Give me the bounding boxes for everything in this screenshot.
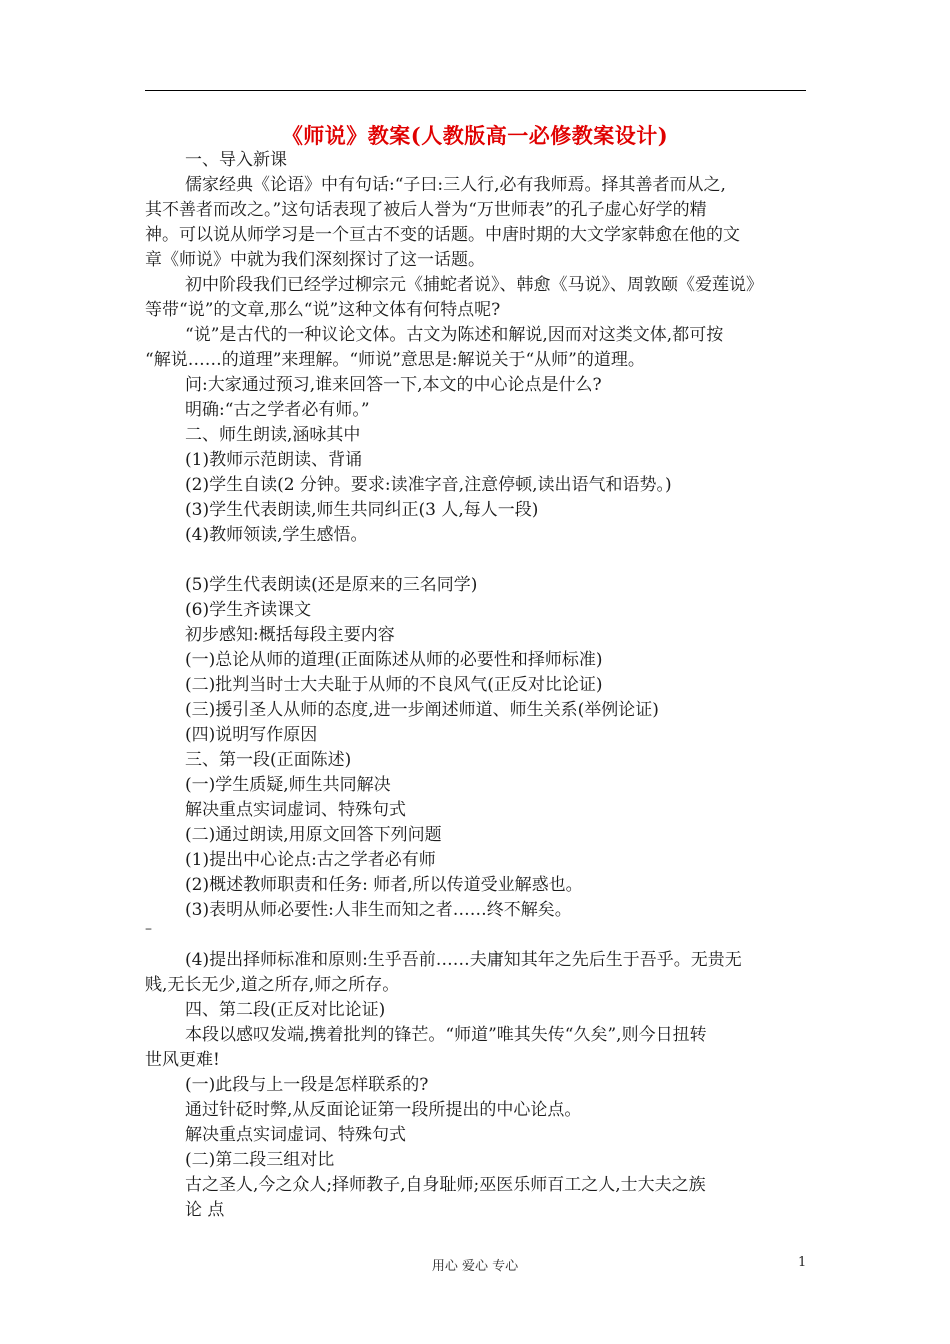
paragraph-line: 世风更难! — [145, 1050, 220, 1070]
blank-line — [145, 548, 808, 573]
list-item: (一)学生质疑,师生共同解决 — [185, 775, 391, 795]
paragraph-line: 古之圣人,今之众人;择师教子,自身耻师;巫医乐师百工之人,士大夫之族 — [185, 1175, 706, 1195]
page-number: 1 — [798, 1255, 807, 1270]
list-item: (四)说明写作原因 — [185, 725, 318, 745]
list-item: (4)提出择师标准和原则:生乎吾前……夫庸知其年之先后生于吾乎。无贵无 — [185, 950, 742, 970]
paragraph-line: “说”是古代的一种议论文体。古文为陈述和解说,因而对这类文体,都可按 — [185, 325, 724, 345]
blank-line — [145, 923, 808, 948]
list-item: (一)总论从师的道理(正面陈述从师的必要性和择师标准) — [185, 650, 603, 670]
list-item: (2)概述教师职责和任务: 师者,所以传道受业解惑也。 — [185, 875, 583, 895]
paragraph-line: 初步感知:概括每段主要内容 — [185, 625, 395, 645]
paragraph-line: 论 点 — [185, 1200, 225, 1220]
document-body — [145, 148, 808, 1223]
section-heading: 三、第一段(正面陈述) — [185, 750, 352, 770]
footer-motto: 用心 爱心 专心 — [431, 1259, 519, 1274]
section-heading: 一、导入新课 — [185, 150, 287, 170]
stray-dash: – — [145, 921, 152, 937]
paragraph-line: 其不善者而改之。”这句话表现了被后人誉为“万世师表”的孔子虚心好学的精 — [145, 200, 707, 220]
list-item: (一)此段与上一段是怎样联系的? — [185, 1075, 429, 1095]
list-item: (2)学生自读(2 分钟。要求:读准字音,注意停顿,读出语气和语势。) — [185, 475, 672, 495]
list-item: (1)提出中心论点:古之学者必有师 — [185, 850, 436, 870]
paragraph-line: 神。可以说从师学习是一个亘古不变的话题。中唐时期的大文学家韩愈在他的文 — [145, 225, 740, 245]
paragraph-line: 明确:“古之学者必有师。” — [185, 400, 370, 420]
list-item: (3)表明从师必要性:人非生而知之者……终不解矣。 — [185, 900, 572, 920]
list-item: (6)学生齐读课文 — [185, 600, 312, 620]
list-item: (1)教师示范朗读、背诵 — [185, 450, 363, 470]
section-heading: 二、师生朗读,涵咏其中 — [185, 425, 361, 445]
list-item: (5)学生代表朗读(还是原来的三名同学) — [185, 575, 478, 595]
header-rule — [145, 90, 806, 91]
list-item: (3)学生代表朗读,师生共同纠正(3 人,每人一段) — [185, 500, 539, 520]
section-heading: 四、第二段(正反对比论证) — [185, 1000, 386, 1020]
paragraph-line: 章《师说》中就为我们深刻探讨了这一话题。 — [145, 250, 485, 270]
list-item: (二)通过朗读,用原文回答下列问题 — [185, 825, 442, 845]
list-item: (三)援引圣人从师的态度,进一步阐述师道、师生关系(举例论证) — [185, 700, 659, 720]
paragraph-line: 初中阶段我们已经学过柳宗元《捕蛇者说》、韩愈《马说》、周敦颐《爱莲说》 — [185, 275, 763, 295]
list-item: (4)教师领读,学生感悟。 — [185, 525, 368, 545]
paragraph-line: 问:大家通过预习,谁来回答一下,本文的中心论点是什么? — [185, 375, 602, 395]
paragraph-line: “解说……的道理”来理解。“师说”意思是:解说关于“从师”的道理。 — [145, 350, 645, 370]
paragraph-line: 贱,无长无少,道之所存,师之所存。 — [145, 975, 400, 995]
paragraph-line: 通过针砭时弊,从反面论证第一段所提出的中心论点。 — [185, 1100, 582, 1120]
paragraph-line: 儒家经典《论语》中有句话:“子曰:三人行,必有我师焉。择其善者而从之, — [185, 175, 726, 195]
document-title: 《师说》教案(人教版高一必修教案设计) — [281, 123, 669, 148]
paragraph-line: 解决重点实词虚词、特殊句式 — [185, 1125, 406, 1145]
paragraph-line: 等带“说”的文章,那么“说”这种文体有何特点呢? — [145, 300, 501, 320]
list-item: (二)批判当时士大夫耻于从师的不良风气(正反对比论证) — [185, 675, 603, 695]
paragraph-line: 解决重点实词虚词、特殊句式 — [185, 800, 406, 820]
paragraph-line: 本段以感叹发端,携着批判的锋芒。“师道”唯其失传“久矣”,则今日扭转 — [185, 1025, 707, 1045]
list-item: (二)第二段三组对比 — [185, 1150, 335, 1170]
